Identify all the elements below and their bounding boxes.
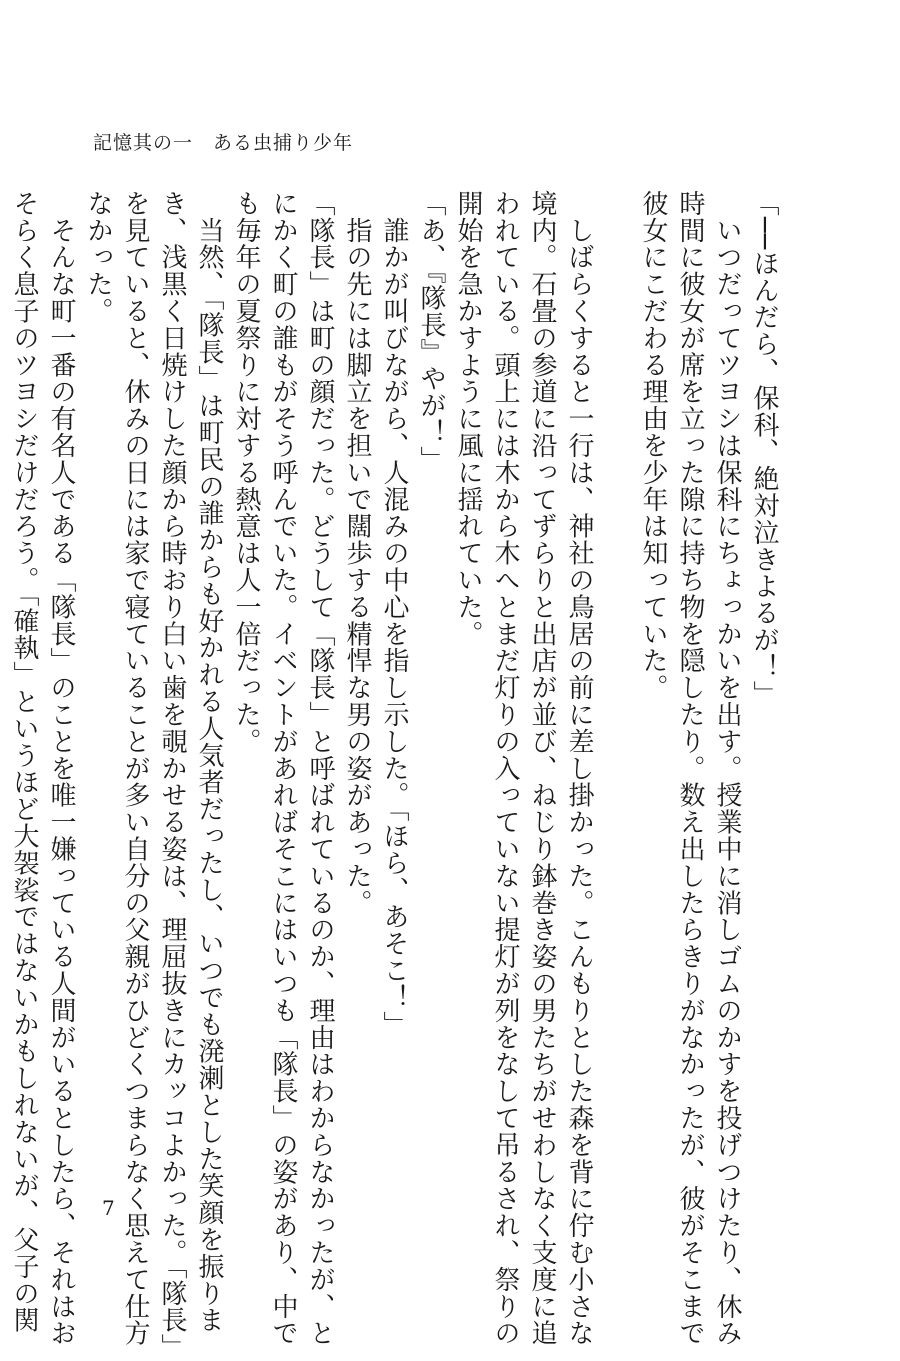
text-column: 「あ、『隊長』やが！」 <box>416 190 446 473</box>
text-column: 彼女にこだわる理由を少年は知っていた。 <box>638 190 668 702</box>
page-number: 7 <box>102 1196 115 1220</box>
text-column: 指の先には脚立を担いで闊歩する精悍な男の姿があった。 <box>342 190 372 917</box>
text-column: そんな町一番の有名人である「隊長」のことを唯一嫌っている人間がいるとしたら、それはお <box>46 190 76 1347</box>
text-column: 境内。石畳の参道に沿ってずらりと出店が並び、ねじり鉢巻き姿の男たちがせわしなく支度に追 <box>527 190 557 1347</box>
vertical-body-text <box>5 190 782 1361</box>
text-column: 当然、「隊長」は町民の誰からも好かれる人気者だったし、いつでも溌溂とした笑顔を振りま <box>194 190 224 1334</box>
text-column: 「──ほんだら、保科、絶対泣きよるが！」 <box>749 190 779 708</box>
blank-column <box>597 190 634 1190</box>
text-column: なかった。 <box>83 190 113 325</box>
running-header: 記憶其の一 ある虫捕り少年 <box>93 132 354 154</box>
text-column: 開始を急かすように風に揺れていた。 <box>453 190 483 648</box>
text-column: にかく町の誰もがそう呼んでいた。イベントがあればそこにはいつも「隊長」の姿があり、中で <box>268 190 298 1347</box>
text-column: を見ていると、休みの日には家で寝ていることが多い自分の父親がひどくつまらなく思えて仕方 <box>120 190 150 1347</box>
text-column: き、浅黒く日焼けした顔から時おり白い歯を覗かせる姿は、理屈抜きにカッコよかった。「隊長」 <box>157 190 187 1361</box>
text-column: いつだってツヨシは保科にちょっかいを出す。授業中に消しゴムのかすを投げつけたり、休み <box>712 190 742 1347</box>
text-column: も毎年の夏祭りに対する熱意は人一倍だった。 <box>231 190 261 755</box>
text-column: そらく息子のツヨシだけだろう。「確執」というほど大袈裟ではないかもしれないが、父子の関 <box>9 190 39 1334</box>
text-column: 時間に彼女が席を立った隙に持ち物を隠したり。数え出したらきりがなかったが、彼がそこまで <box>675 190 705 1347</box>
text-column: しばらくすると一行は、神社の鳥居の前に差し掛かった。こんもりとした森を背に佇む小さな <box>564 190 594 1347</box>
text-column: 誰かが叫びながら、人混みの中心を指し示した。「ほら、あそこ！」 <box>379 190 409 1038</box>
text-column: われている。頭上には木から木へとまだ灯りの入っていない提灯が列をなして吊るされ、祭りの <box>490 190 520 1347</box>
text-column: 「隊長」は町の顔だった。どうして「隊長」と呼ばれているのか、理由はわからなかったが、と <box>305 190 335 1347</box>
